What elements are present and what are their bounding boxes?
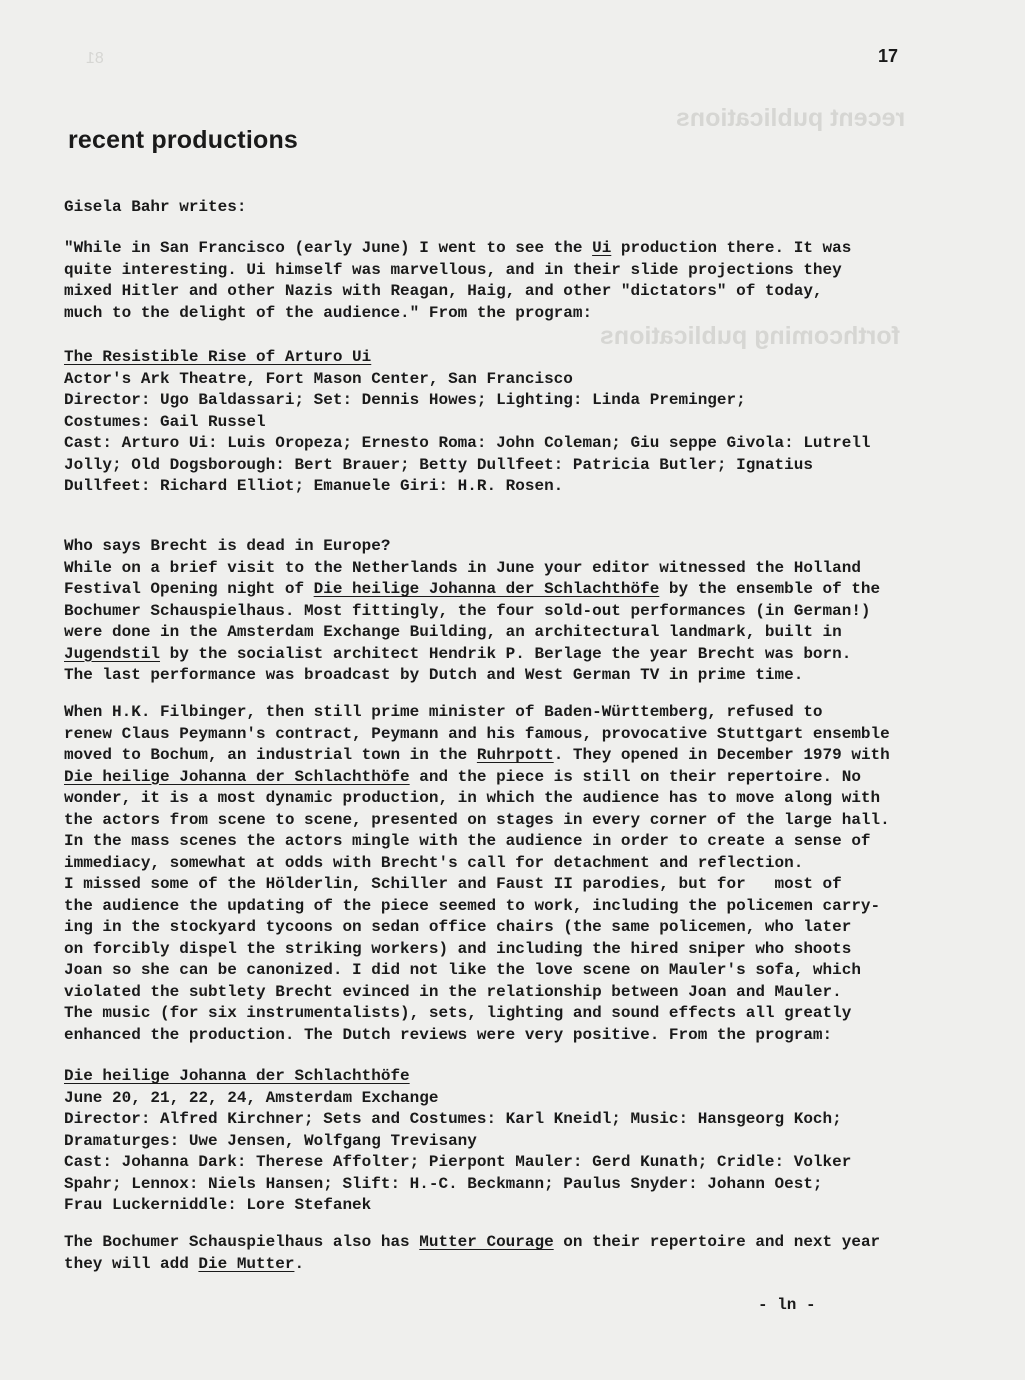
text-line [64, 579, 984, 601]
underlined-title: Ui [592, 239, 612, 257]
underlined-title: Mutter Courage [419, 1233, 554, 1251]
text-line [64, 238, 984, 260]
bleed-through-mark: 81 [86, 50, 104, 67]
text-run: moved to Bochum, an industrial town in the [64, 746, 477, 764]
bleed-through-heading: forthcoming publications [600, 322, 900, 350]
text-run: June 20, 21, 22, 24, Amsterdam Exchange [64, 1088, 439, 1107]
page-number: 17 [878, 46, 899, 66]
paragraph-gisela-bahr [64, 238, 984, 324]
text-run: on their repertoire and next year [553, 1233, 881, 1251]
text-run: wonder, it is a most dynamic production, in which the audience has to move along with [64, 789, 881, 807]
text-run: enhanced the production. The Dutch reviews were very positive. From the program: [64, 1025, 833, 1044]
underlined-title: Die heilige Johanna der Schlachthöfe [313, 580, 660, 598]
text-line [64, 896, 984, 918]
underlined-title: Die Mutter [198, 1254, 295, 1273]
text-run: Bochumer Schauspielhaus. Most fittingly, the four sold-out performances (in German!) [64, 601, 871, 620]
text-line [64, 558, 984, 580]
text-line [64, 1066, 984, 1088]
text-line [64, 982, 984, 1004]
text-line [64, 874, 984, 896]
bleed-through-heading: recent publications [676, 104, 906, 132]
text-run: Costumes: Gail Russel [64, 412, 266, 431]
text-line [64, 1109, 984, 1131]
text-line [64, 767, 984, 789]
text-line [64, 1152, 984, 1174]
text-line [64, 1174, 984, 1196]
text-line [64, 622, 984, 644]
text-line [64, 390, 984, 412]
underlined-title: Die heilige Johanna der Schlachthöfe [64, 1067, 410, 1085]
program-heilige-johanna [64, 1066, 984, 1217]
text-run: Spahr; Lennox: Niels Hansen; Slift: H.-C. Beckmann; Paulus Snyder: Johann Oest; [64, 1174, 823, 1193]
text-line [64, 745, 984, 767]
text-run: the audience the updating of the piece seemed to work, including the policemen carry- [64, 896, 881, 915]
text-line [64, 303, 984, 325]
text-run: immediacy, somewhat at odds with Brecht's call for detachment and reflection. [64, 853, 804, 872]
text-run: quite interesting. Ui himself was marvellous, and in their slide projections they [64, 260, 842, 279]
text-line [64, 1232, 984, 1254]
text-line [64, 702, 984, 724]
text-run: . They opened in December 1979 with [553, 746, 890, 764]
underlined-title: Die heilige Johanna der Schlachthöfe [64, 767, 410, 786]
paragraph-bochum-production [64, 702, 984, 1046]
text-run: by the socialist architect Hendrik P. Berlage the year Brecht was born. [160, 644, 852, 663]
text-run: on forcibly dispel the striking workers) and including the hired sniper who shoots [64, 939, 852, 958]
program-arturo-ui [64, 347, 984, 498]
text-run: much to the delight of the audience." From the program: [64, 303, 593, 322]
text-line [64, 412, 984, 434]
text-run: Who says Brecht is dead in Europe? [64, 537, 391, 555]
text-run: by the ensemble of the [659, 580, 881, 598]
text-run: Cast: Arturo Ui: Luis Oropeza; Ernesto Roma: John Coleman; Giu seppe Givola: Lutrell [64, 434, 871, 452]
text-line [64, 536, 984, 558]
text-line [64, 455, 984, 477]
paragraph-repertoire [64, 1232, 984, 1275]
text-line [64, 831, 984, 853]
text-run: production there. It was [611, 239, 852, 257]
page-footer: - ln - [758, 1296, 816, 1314]
underlined-title: Ruhrpott [476, 746, 554, 764]
text-run: violated the subtlety Brecht evinced in the relationship between Joan and Mauler. [64, 982, 842, 1001]
text-line [64, 917, 984, 939]
text-run: When H.K. Filbinger, then still prime minister of Baden-Württemberg, refused to [64, 703, 823, 721]
text-run: Festival Opening night of [64, 580, 314, 598]
text-run: Dullfeet: Richard Elliot; Emanuele Giri: H.R. Rosen. [64, 477, 564, 495]
text-run: Director: Alfred Kirchner; Sets and Costumes: Karl Kneidl; Music: Hansgeorg Koch; [64, 1110, 842, 1128]
text-line [64, 853, 984, 875]
section-heading: recent productions [68, 126, 299, 154]
text-run: Director: Ugo Baldassari; Set: Dennis Howes; Lighting: Linda Preminger; [64, 391, 746, 409]
text-run: the actors from scene to scene, presented on stages in every corner of the large hall. [64, 810, 890, 829]
paragraph-holland-festival [64, 536, 984, 687]
text-line [64, 1195, 984, 1217]
text-line [64, 724, 984, 746]
text-line [64, 1088, 984, 1110]
text-run: I missed some of the Hölderlin, Schiller and Faust II parodies, but for most of [64, 875, 842, 893]
text-line [64, 281, 984, 303]
text-run: they will add [64, 1254, 199, 1273]
text-run: were done in the Amsterdam Exchange Building, an architectural landmark, built in [64, 623, 842, 641]
text-run: Dramaturges: Uwe Jensen, Wolfgang Trevisany [64, 1131, 477, 1150]
text-run: and the piece is still on their repertoire. No [409, 767, 861, 786]
text-run: The Bochumer Schauspielhaus also has [64, 1233, 420, 1251]
intro-line: Gisela Bahr writes: [64, 198, 247, 216]
text-run: ing in the stockyard tycoons on sedan office chairs (the same policemen, who later [64, 918, 852, 936]
text-run: renew Claus Peymann's contract, Peymann and his famous, provocative Stuttgart ensemble [64, 724, 890, 743]
text-line [64, 369, 984, 391]
text-line [64, 960, 984, 982]
text-run: Jolly; Old Dogsborough: Bert Brauer; Betty Dullfeet: Patricia Butler; Ignatius [64, 455, 813, 474]
text-run: The music (for six instrumentalists), sets, lighting and sound effects all greatly [64, 1004, 852, 1022]
text-line [64, 260, 984, 282]
text-run: "While in San Francisco (early June) I went to see the [64, 239, 593, 257]
text-line [64, 810, 984, 832]
text-run: Frau Luckerniddle: Lore Stefanek [64, 1196, 372, 1214]
text-line [64, 1131, 984, 1153]
text-line [64, 788, 984, 810]
text-line [64, 1025, 984, 1047]
text-run: Cast: Johanna Dark: Therese Affolter; Pierpont Mauler: Gerd Kunath; Cridle: Volker [64, 1153, 852, 1171]
text-line [64, 347, 984, 369]
text-line [64, 939, 984, 961]
text-run: Actor's Ark Theatre, Fort Mason Center, San Francisco [64, 369, 573, 388]
underlined-title: Jugendstil [64, 644, 161, 663]
text-run: . [294, 1254, 305, 1273]
text-line [64, 1003, 984, 1025]
text-line [64, 665, 984, 687]
text-run: In the mass scenes the actors mingle with the audience in order to create a sense of [64, 832, 871, 850]
text-line [64, 1254, 984, 1276]
text-run: mixed Hitler and other Nazis with Reagan, Haig, and other "dictators" of today, [64, 282, 823, 300]
text-line [64, 433, 984, 455]
text-line [64, 476, 984, 498]
text-run: While on a brief visit to the Netherlands in June your editor witnessed the Holland [64, 558, 861, 577]
text-line [64, 601, 984, 623]
text-run: The last performance was broadcast by Dutch and West German TV in prime time. [64, 666, 804, 684]
text-run: Joan so she can be canonized. I did not like the love scene on Mauler's sofa, which [64, 961, 861, 979]
text-line [64, 644, 984, 666]
underlined-title: The Resistible Rise of Arturo Ui [64, 348, 372, 366]
